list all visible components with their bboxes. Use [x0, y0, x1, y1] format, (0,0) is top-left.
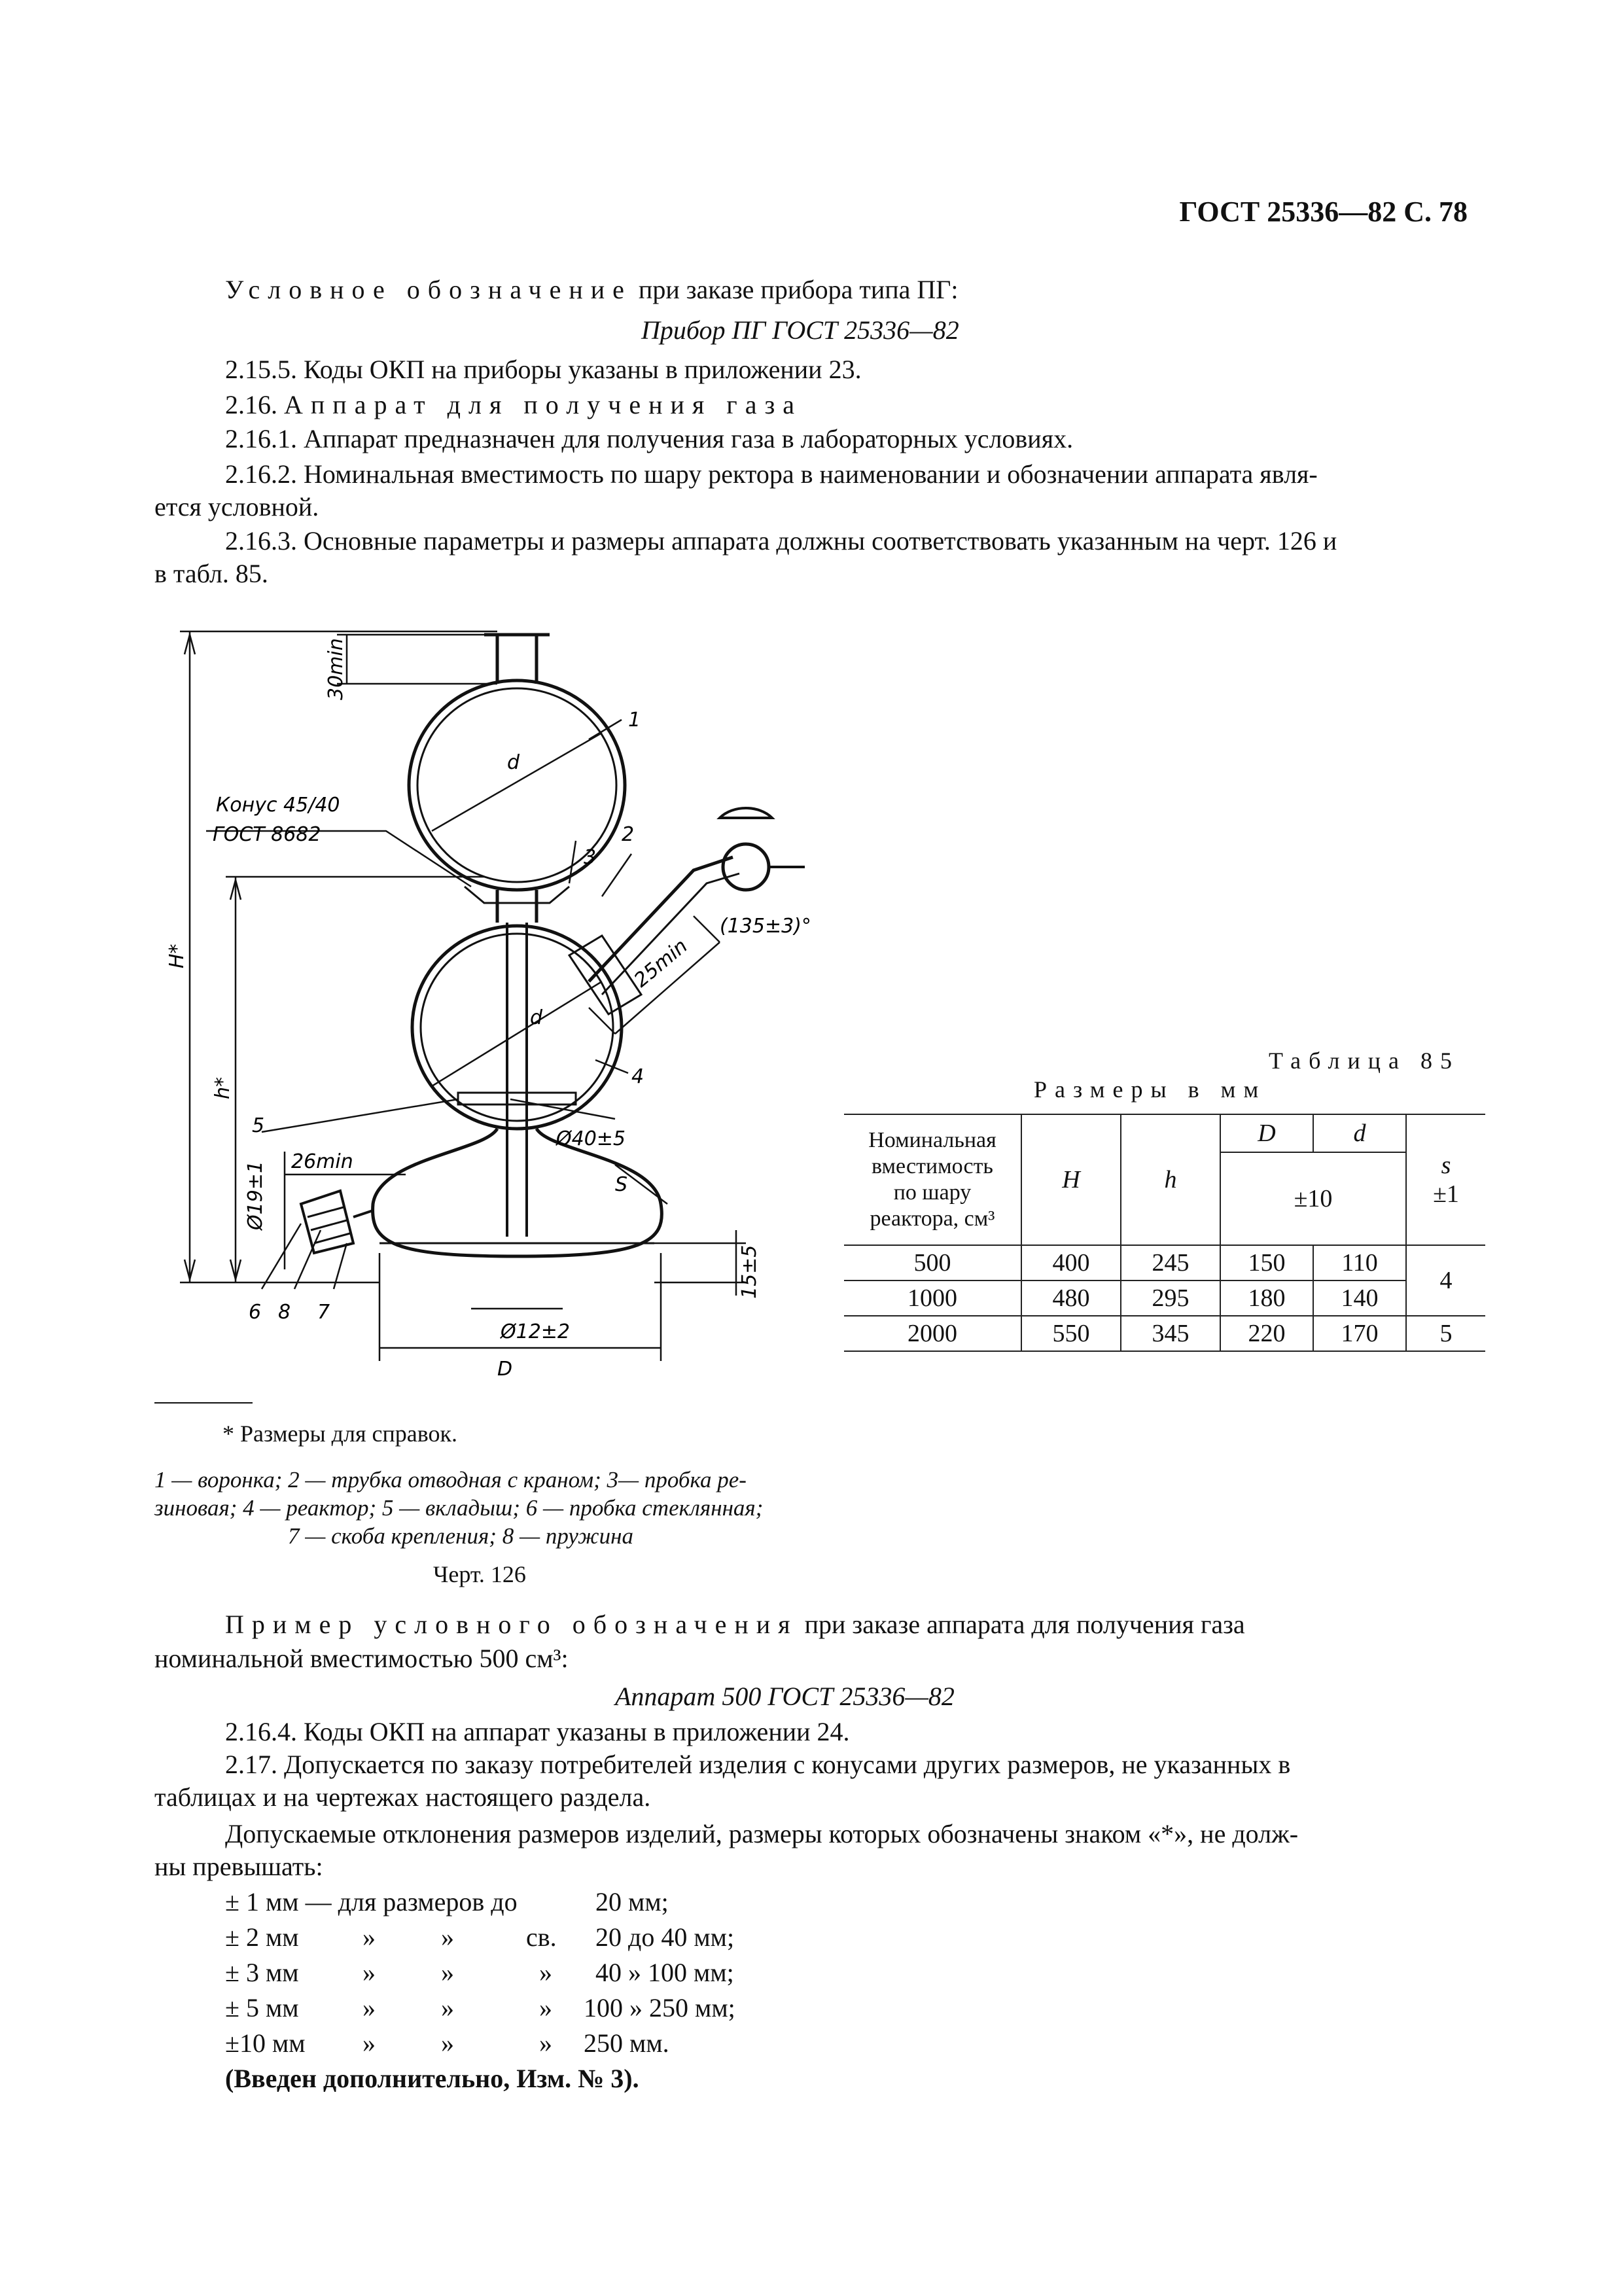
label-5: 5	[252, 1114, 265, 1137]
header-nominal: Номинальная вместимость по шару реактора, см³	[844, 1114, 1021, 1245]
header-D: D	[1220, 1114, 1313, 1152]
footnote-rule	[154, 1402, 253, 1404]
label-30min: 30min	[325, 638, 347, 700]
clause-2-16-2-line1: 2.16.2. Номинальная вместимость по шару ректора в наименовании и обозначении аппарата явля-	[225, 459, 1318, 489]
s-value-2: 5	[1406, 1316, 1485, 1351]
label-25min: 25min	[629, 934, 692, 993]
example-line1	[225, 1608, 1245, 1641]
table-caption: Таблица 85	[1269, 1048, 1460, 1074]
designation-intro-rest: при заказе прибора типа ПГ:	[638, 275, 959, 304]
example-line2: номинальной вместимостью 500 см³:	[154, 1644, 569, 1673]
figure-caption: Черт. 126	[433, 1561, 526, 1587]
tolerance-row-1: ± 1 мм — для размеров до 20 мм;	[225, 1887, 669, 1916]
tolerance-row-2: ± 2 мм » » св. 20 до 40 мм;	[225, 1922, 735, 1952]
label-angle: (135±3)°	[720, 915, 811, 938]
clause-2-16-title: Аппарат для получения газа	[284, 390, 802, 419]
dimensions-table	[844, 1114, 1485, 1352]
header-H: H	[1021, 1114, 1121, 1245]
amendment-note: (Введен дополнительно, Изм. № 3).	[225, 2064, 639, 2093]
designation-example-1: Прибор ПГ ГОСТ 25336—82	[641, 315, 959, 345]
clause-2-16-3-line1: 2.16.3. Основные параметры и размеры аппарата должны соответствовать указанным на черт. 126 и	[225, 526, 1337, 556]
label-2: 2	[622, 823, 635, 846]
label-3: 3	[584, 846, 597, 869]
tolerance-intro-line1: Допускаемые отклонения размеров изделий, размеры которых обозначены знаком «*», не долж-	[225, 1819, 1299, 1848]
label-1: 1	[628, 709, 641, 732]
label-8: 8	[278, 1301, 291, 1324]
label-15: 15±5	[738, 1245, 761, 1299]
table-row: 500 400 245 150 110 4	[844, 1245, 1485, 1280]
clause-2-16-heading	[225, 389, 802, 421]
label-d12: Ø12±2	[501, 1320, 571, 1343]
label-7: 7	[317, 1301, 330, 1324]
label-26min: 26min	[291, 1150, 353, 1173]
label-d19: Ø19±1	[244, 1160, 267, 1230]
tolerance-row-3: ± 3 мм » » » 40 » 100 мм;	[225, 1958, 734, 1987]
spaced-term: Условное обозначение	[225, 275, 632, 304]
s-value-1: 4	[1406, 1245, 1485, 1316]
label-D: D	[497, 1358, 513, 1381]
clause-2-16-3-line2: в табл. 85.	[154, 559, 268, 588]
header-s: s ±1	[1406, 1114, 1485, 1245]
label-d40: Ø40±5	[556, 1127, 626, 1150]
clause-2-16-2-line2: ется условной.	[154, 492, 319, 521]
legend-line1: 1 — воронка; 2 — трубка отводная с краном; 3— пробка ре-	[154, 1467, 747, 1492]
header-h: h	[1121, 1114, 1220, 1245]
clause-2-15-5: 2.15.5. Коды ОКП на приборы указаны в приложении 23.	[225, 355, 862, 384]
label-d-mid: d	[530, 1006, 543, 1029]
label-h: h*	[211, 1076, 234, 1099]
label-cone: Конус 45/40	[216, 794, 340, 817]
clause-2-17-line2: таблицах и на чертежах настоящего раздела.	[154, 1782, 651, 1812]
clause-2-16-4: 2.16.4. Коды ОКП на аппарат указаны в приложении 24.	[225, 1717, 850, 1746]
page-header: ГОСТ 25336—82 С. 78	[1179, 196, 1468, 228]
label-d-top: d	[507, 751, 520, 774]
legend-line3: 7 — скоба крепления; 8 — пружина	[288, 1523, 633, 1549]
footnote: * Размеры для справок.	[222, 1421, 457, 1447]
example-rest: при заказе аппарата для получения газа	[804, 1610, 1245, 1639]
table-row: 1000 480 295 180 140	[844, 1280, 1485, 1316]
example-spaced-term: Пример условного обозначения	[225, 1610, 798, 1639]
label-gost8682: ГОСТ 8682	[213, 823, 321, 846]
label-H: H*	[166, 944, 188, 968]
designation-intro	[225, 274, 959, 306]
label-s: S	[615, 1173, 628, 1196]
clause-2-16-number: 2.16.	[225, 390, 277, 419]
table-subcaption: Размеры в мм	[1034, 1076, 1267, 1103]
header-d: d	[1313, 1114, 1406, 1152]
apparatus-drawing	[144, 615, 870, 1387]
legend-line2: зиновая; 4 — реактор; 5 — вкладыш; 6 — пробка стеклянная;	[154, 1495, 764, 1521]
clause-2-17-line1: 2.17. Допускается по заказу потребителей изделия с конусами других размеров, не указанных в	[225, 1750, 1291, 1779]
tolerance-row-4: ± 5 мм » » » 100 » 250 мм;	[225, 1993, 735, 2022]
designation-example-2: Аппарат 500 ГОСТ 25336—82	[615, 1682, 955, 1711]
tolerance-row-5: ±10 мм » » » 250 мм.	[225, 2028, 669, 2058]
table-row: 2000 550 345 220 170 5	[844, 1316, 1485, 1351]
label-6: 6	[249, 1301, 262, 1324]
tolerance-intro-line2: ны превышать:	[154, 1852, 323, 1881]
header-tolerance: ±10	[1220, 1152, 1406, 1245]
label-4: 4	[631, 1065, 644, 1088]
clause-2-16-1: 2.16.1. Аппарат предназначен для получения газа в лабораторных условиях.	[225, 424, 1074, 453]
